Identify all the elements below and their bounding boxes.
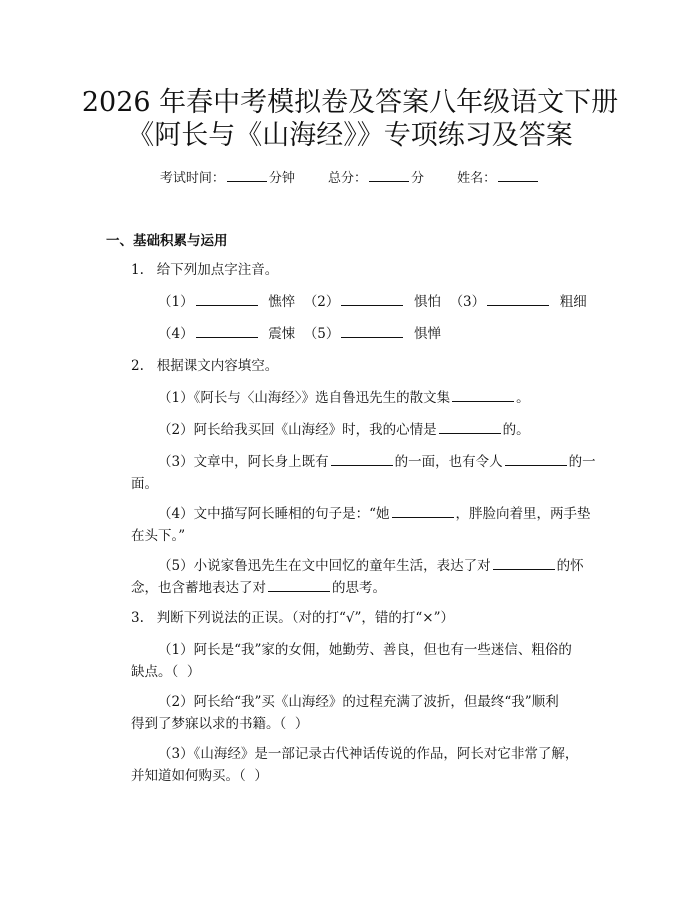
fill-blank[interactable] [452, 387, 514, 402]
item-text: （1）《阿长与〈山海经〉》选自鲁迅先生的散文集 [158, 390, 451, 406]
question-2-item-3 [158, 451, 596, 473]
item-text: 的。 [502, 422, 530, 438]
question-3-item-1: （1）阿长是“我”家的女佣，她勤劳、善良，但也有一些迷信、粗俗的 [158, 642, 572, 658]
item-number: （4） [158, 326, 194, 342]
item-text: （5）小说家鲁迅先生在文中回忆的童年生活，表达了对 [158, 558, 491, 574]
question-3-item-2-cont[interactable]: 得到了梦寐以求的书籍。（ ） [131, 716, 309, 732]
score-unit: 分 [411, 171, 425, 186]
question-2-item-4-cont: 在头下。” [131, 528, 186, 544]
fill-blank[interactable] [493, 555, 555, 570]
item-number: （5） [303, 326, 340, 342]
question-1-row-1 [158, 291, 587, 313]
question-1-row-2 [158, 323, 441, 345]
item-number: （1） [158, 294, 194, 310]
item-text: （3）文章中，阿长身上既有 [158, 454, 329, 470]
question-3-stem: 3. 判断下列说法的正误。（对的打“√”，错的打“×”） [131, 610, 455, 626]
item-word: 惧怕 [413, 294, 441, 310]
fill-blank[interactable] [392, 503, 454, 518]
question-1-stem: 1. 给下列加点字注音。 [131, 262, 279, 278]
question-2-item-5-cont [131, 577, 386, 599]
pinyin-blank-4[interactable] [196, 323, 258, 338]
time-blank[interactable] [227, 167, 267, 182]
item-word: 憔悴 [268, 294, 296, 310]
item-word: 粗细 [559, 294, 587, 310]
question-2-item-5 [158, 555, 584, 577]
item-text: （4）文中描写阿长睡相的句子是：“她 [158, 506, 390, 522]
pinyin-blank-2[interactable] [341, 291, 403, 306]
item-text: 念，也含蓄地表达了对 [131, 580, 266, 596]
item-text: ，胖脸向着里，两手垫 [455, 506, 591, 522]
item-text: 的思考。 [332, 580, 386, 596]
item-number: （2） [303, 294, 340, 310]
fill-blank[interactable] [439, 419, 501, 434]
fill-blank[interactable] [505, 451, 567, 466]
item-text: 的一 [568, 454, 596, 470]
time-unit: 分钟 [268, 171, 295, 186]
name-label: 姓名： [457, 171, 497, 186]
item-number: （3） [449, 294, 486, 310]
question-2-item-4 [158, 503, 591, 525]
item-word: 震悚 [268, 326, 296, 342]
question-2-stem: 2. 根据课文内容填空。 [131, 358, 279, 374]
item-text: （2）阿长给我买回《山海经》时，我的心情是 [158, 422, 437, 438]
item-word: 惧惮 [413, 326, 441, 342]
fill-blank[interactable] [331, 451, 393, 466]
question-3-item-3-cont[interactable]: 并知道如何购买。（ ） [131, 768, 268, 784]
pinyin-blank-5[interactable] [341, 323, 403, 338]
fill-blank[interactable] [268, 577, 330, 592]
score-blank[interactable] [369, 167, 409, 182]
item-text: 的怀 [556, 558, 584, 574]
question-3-item-1-cont[interactable]: 缺点。（ ） [131, 664, 201, 680]
pinyin-blank-1[interactable] [196, 291, 258, 306]
section-heading: 一、基础积累与运用 [106, 233, 228, 249]
question-3-item-3: （3）《山海经》是一部记录古代神话传说的作品，阿长对它非常了解， [158, 746, 579, 762]
page-title-line1: 2026 年春中考模拟卷及答案八年级语文下册 [81, 87, 619, 118]
name-blank[interactable] [498, 167, 538, 182]
exam-info-row [0, 167, 700, 186]
time-label: 考试时间： [159, 171, 225, 186]
score-label: 总分： [327, 171, 367, 186]
item-text: 。 [516, 390, 530, 406]
pinyin-blank-3[interactable] [487, 291, 549, 306]
question-3-item-2: （2）阿长给“我”买《山海经》的过程充满了波折，但最终“我”顺利 [158, 694, 559, 710]
question-2-item-3-cont: 面。 [131, 476, 158, 492]
question-2-item-2 [158, 419, 530, 441]
question-2-item-1 [158, 387, 530, 409]
page-title-line2: 《阿长与《山海经》》专项练习及答案 [127, 120, 573, 151]
item-text: 的一面，也有令人 [394, 454, 503, 470]
